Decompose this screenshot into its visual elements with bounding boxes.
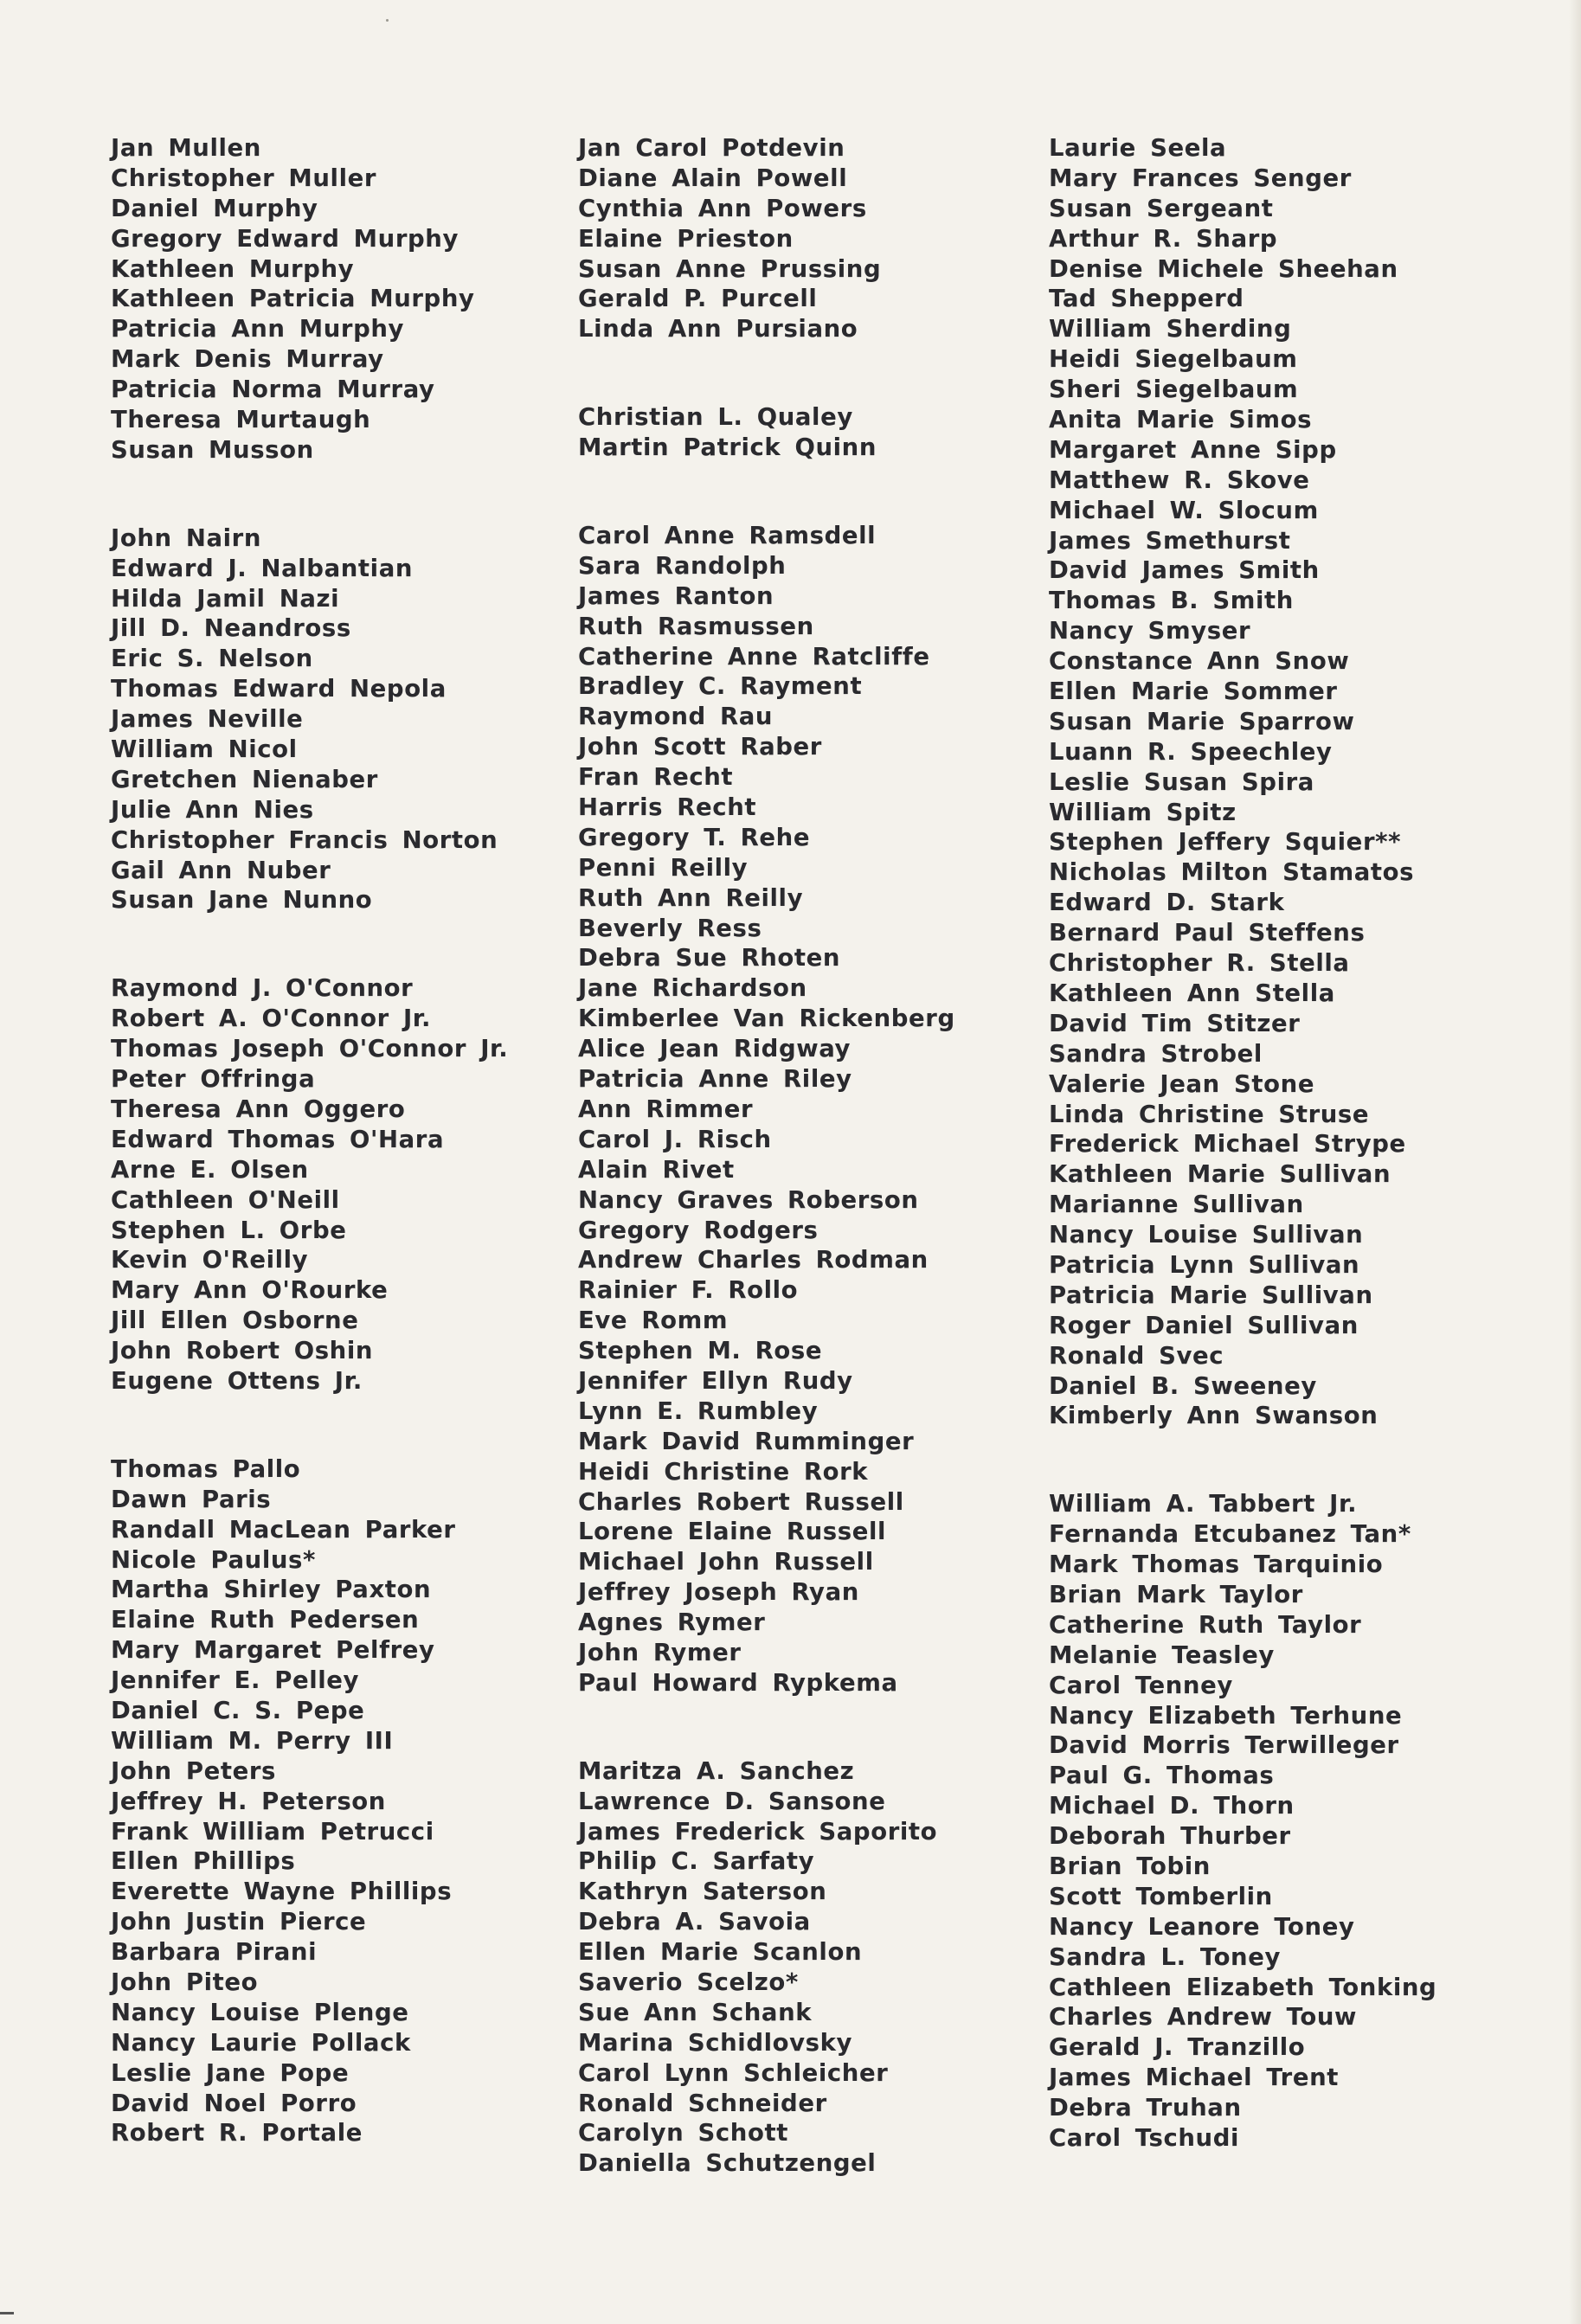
student-name: Melanie Teasley — [1049, 1640, 1275, 1669]
student-name: Brian Tobin — [1049, 1852, 1211, 1880]
student-name: Lynn E. Rumbley — [578, 1396, 819, 1425]
student-name: Kathleen Marie Sullivan — [1049, 1160, 1391, 1189]
student-name: Kimberly Ann Swanson — [1049, 1402, 1379, 1430]
student-name: Raymond J. O'Connor — [111, 974, 414, 1003]
student-name: Nancy Smyser — [1049, 617, 1251, 645]
student-name: Gretchen Nienaber — [111, 765, 378, 793]
name-column-1 — [111, 133, 508, 2206]
student-name: Gregory Edward Murphy — [111, 224, 459, 253]
student-name: Harris Recht — [578, 793, 757, 822]
student-name: Thomas B. Smith — [1049, 587, 1294, 615]
student-name: Jane Richardson — [578, 974, 807, 1003]
student-name: Edward D. Stark — [1049, 889, 1285, 917]
student-name: David Morris Terwilleger — [1049, 1731, 1399, 1760]
student-name: Deborah Thurber — [1049, 1822, 1291, 1851]
student-name: Kevin O'Reilly — [111, 1246, 309, 1274]
student-name: Paul Howard Rypkema — [578, 1668, 898, 1697]
student-name: Debra Sue Rhoten — [578, 944, 841, 973]
student-name: John Peters — [111, 1756, 276, 1785]
student-name: Michael W. Slocum — [1049, 496, 1319, 524]
student-name: James Smethurst — [1049, 526, 1291, 555]
student-name: David Tim Stitzer — [1049, 1009, 1301, 1037]
student-name: Lorene Elaine Russell — [578, 1518, 887, 1546]
student-name: Edward J. Nalbantian — [111, 554, 414, 582]
student-name: James Neville — [111, 705, 304, 734]
student-name: William Sherding — [1049, 315, 1292, 343]
student-name: Ann Rimmer — [578, 1095, 754, 1123]
student-name: Brian Mark Taylor — [1049, 1580, 1303, 1608]
student-name: Debra Truhan — [1049, 2094, 1242, 2122]
student-name: Martha Shirley Paxton — [111, 1576, 432, 1604]
student-name: Ellen Marie Scanlon — [578, 1938, 863, 1967]
student-name: Luann R. Speechley — [1049, 737, 1333, 766]
student-name: Robert A. O'Connor Jr. — [111, 1005, 432, 1033]
student-name: Gerald J. Tranzillo — [1049, 2033, 1306, 2062]
name-group — [111, 1454, 508, 2148]
student-name: Gregory T. Rehe — [578, 823, 811, 851]
student-name: Mark David Rumminger — [578, 1427, 915, 1455]
student-name: Leslie Jane Pope — [111, 2058, 350, 2087]
student-name: John Rymer — [578, 1638, 742, 1666]
student-name: Kathryn Saterson — [578, 1878, 827, 1906]
student-name: Julie Ann Nies — [111, 795, 314, 824]
name-group — [111, 973, 508, 1396]
student-name: Susan Sergeant — [1049, 194, 1274, 222]
student-name: Nancy Leanore Toney — [1049, 1912, 1355, 1941]
student-name: Rainier F. Rollo — [578, 1276, 799, 1305]
student-name: Debra A. Savoia — [578, 1908, 811, 1936]
student-name: Peter Offringa — [111, 1065, 316, 1094]
student-name: Nancy Louise Plenge — [111, 1998, 409, 2026]
student-name: Mary Ann O'Rourke — [111, 1276, 389, 1305]
student-name: Bradley C. Rayment — [578, 672, 863, 701]
student-name: James Frederick Saporito — [578, 1817, 938, 1846]
name-group — [111, 133, 508, 465]
name-group — [578, 402, 955, 463]
student-name: John Robert Oshin — [111, 1337, 374, 1365]
student-name: Susan Anne Prussing — [578, 254, 882, 283]
student-name: Daniel C. S. Pepe — [111, 1696, 365, 1724]
student-name: Eve Romm — [578, 1306, 729, 1335]
student-name: Mary Frances Senger — [1049, 164, 1352, 192]
student-name: Daniella Schutzengel — [578, 2149, 877, 2178]
student-name: Fernanda Etcubanez Tan* — [1049, 1520, 1411, 1549]
student-name: Stephen Jeffery Squier** — [1049, 828, 1402, 857]
student-name: Agnes Rymer — [578, 1608, 766, 1637]
student-name: Carol Anne Ramsdell — [578, 522, 877, 550]
student-name: Nancy Laurie Pollack — [111, 2028, 411, 2057]
student-name: Jan Carol Potdevin — [578, 134, 845, 162]
margin-tick-mark — [0, 2312, 14, 2314]
student-name: Michael D. Thorn — [1049, 1792, 1295, 1820]
student-name: Stephen L. Orbe — [111, 1216, 347, 1244]
student-name: Heidi Siegelbaum — [1049, 345, 1298, 374]
student-name: William M. Perry III — [111, 1726, 394, 1755]
name-group — [578, 521, 955, 1698]
student-name: Thomas Joseph O'Connor Jr. — [111, 1035, 509, 1063]
name-group — [578, 1756, 955, 2179]
student-name: Arne E. Olsen — [111, 1155, 309, 1184]
student-name: Philip C. Sarfaty — [578, 1847, 815, 1876]
student-name: Michael John Russell — [578, 1548, 874, 1576]
student-name: Nancy Elizabeth Terhune — [1049, 1701, 1403, 1730]
student-name: Martin Patrick Quinn — [578, 433, 877, 462]
student-name: Constance Ann Snow — [1049, 647, 1350, 676]
student-name: William Spitz — [1049, 798, 1237, 826]
student-name: Linda Christine Struse — [1049, 1100, 1370, 1128]
student-name: Kathleen Patricia Murphy — [111, 285, 475, 313]
student-name: Robert R. Portale — [111, 2119, 363, 2147]
student-name: Mary Margaret Pelfrey — [111, 1636, 435, 1665]
student-name: Thomas Pallo — [111, 1454, 301, 1483]
student-name: Alice Jean Ridgway — [578, 1035, 852, 1063]
student-name: Catherine Ruth Taylor — [1049, 1610, 1362, 1639]
student-name: Patricia Marie Sullivan — [1049, 1281, 1373, 1309]
student-name: Gail Ann Nuber — [111, 856, 331, 884]
student-name: Jeffrey Joseph Ryan — [578, 1578, 859, 1607]
student-name: Scott Tomberlin — [1049, 1882, 1273, 1910]
student-name: Christian L. Qualey — [578, 403, 853, 432]
student-name: Diane Alain Powell — [578, 164, 848, 192]
student-name: Christopher R. Stella — [1049, 949, 1350, 978]
student-name: Edward Thomas O'Hara — [111, 1125, 445, 1153]
student-name: Sara Randolph — [578, 551, 787, 580]
student-name: Penni Reilly — [578, 853, 749, 882]
student-name: Frank William Petrucci — [111, 1817, 434, 1846]
student-name: Anita Marie Simos — [1049, 406, 1313, 434]
student-name: Eugene Ottens Jr. — [111, 1366, 363, 1395]
student-name: Beverly Ress — [578, 914, 762, 942]
student-name: Marina Schidlovsky — [578, 2028, 853, 2057]
student-name: Everette Wayne Phillips — [111, 1878, 453, 1906]
student-name: Patricia Lynn Sullivan — [1049, 1250, 1360, 1279]
student-name: Susan Marie Sparrow — [1049, 707, 1355, 735]
student-name: Elaine Prieston — [578, 224, 794, 253]
student-name: Ellen Marie Sommer — [1049, 677, 1338, 706]
student-name: Daniel Murphy — [111, 194, 318, 222]
student-name: Mark Denis Murray — [111, 345, 384, 374]
student-name: Lawrence D. Sansone — [578, 1787, 886, 1815]
name-column-3 — [1049, 133, 1436, 2212]
student-name: Valerie Jean Stone — [1049, 1069, 1315, 1098]
student-name: Theresa Murtaugh — [111, 406, 371, 434]
student-name: Jennifer E. Pelley — [111, 1666, 360, 1695]
student-name: John Piteo — [111, 1968, 259, 1996]
student-name: Maritza A. Sanchez — [578, 1756, 855, 1785]
student-name: Nicholas Milton Stamatos — [1049, 858, 1415, 887]
student-name: Carol Lynn Schleicher — [578, 2058, 889, 2087]
student-name: Patricia Anne Riley — [578, 1065, 852, 1094]
student-name: Thomas Edward Nepola — [111, 675, 447, 703]
student-name: Carol Tschudi — [1049, 2124, 1240, 2152]
page-edge-shadow — [1569, 0, 1581, 2324]
student-name: Barbara Pirani — [111, 1938, 318, 1967]
student-name: Fran Recht — [578, 763, 734, 792]
student-name: Linda Ann Pursiano — [578, 315, 858, 343]
student-name: John Scott Raber — [578, 733, 822, 761]
student-name: Raymond Rau — [578, 703, 774, 731]
student-name: Leslie Susan Spira — [1049, 767, 1314, 796]
student-name: Heidi Christine Rork — [578, 1457, 869, 1486]
student-name: Ronald Svec — [1049, 1341, 1224, 1370]
student-name: Gregory Rodgers — [578, 1216, 819, 1244]
student-name: Eric S. Nelson — [111, 645, 313, 673]
student-name: Roger Daniel Sullivan — [1049, 1311, 1359, 1339]
student-name: Susan Jane Nunno — [111, 886, 373, 915]
student-name: Daniel B. Sweeney — [1049, 1371, 1317, 1400]
student-name: David Noel Porro — [111, 2089, 357, 2117]
student-name: Charles Robert Russell — [578, 1487, 904, 1516]
name-group — [1049, 1489, 1436, 2154]
student-name: Jennifer Ellyn Rudy — [578, 1366, 853, 1395]
student-name: David James Smith — [1049, 556, 1320, 585]
student-name: John Nairn — [111, 523, 261, 552]
student-name: Gerald P. Purcell — [578, 285, 818, 313]
student-name: Catherine Anne Ratcliffe — [578, 642, 930, 671]
student-name: Ruth Rasmussen — [578, 612, 814, 640]
student-name: Christopher Muller — [111, 164, 377, 192]
student-name: Bernard Paul Steffens — [1049, 919, 1366, 947]
student-name: Elaine Ruth Pedersen — [111, 1606, 420, 1634]
name-group — [111, 523, 508, 916]
student-name: Tad Shepperd — [1049, 285, 1244, 313]
student-name: Margaret Anne Sipp — [1049, 435, 1337, 464]
student-name: Nicole Paulus* — [111, 1545, 316, 1574]
student-name: Carol J. Risch — [578, 1125, 772, 1153]
paper-speck — [386, 19, 389, 22]
student-name: Ronald Schneider — [578, 2089, 827, 2117]
student-name: Matthew R. Skove — [1049, 465, 1310, 494]
student-name: Patricia Norma Murray — [111, 376, 435, 404]
student-name: Sandra L. Toney — [1049, 1942, 1282, 1971]
student-name: Nancy Graves Roberson — [578, 1185, 919, 1214]
student-name: Alain Rivet — [578, 1155, 735, 1184]
student-name: Charles Andrew Touw — [1049, 2003, 1358, 2032]
student-name: Ellen Phillips — [111, 1847, 296, 1876]
student-name: Dawn Paris — [111, 1485, 272, 1513]
student-name: Hilda Jamil Nazi — [111, 584, 340, 613]
student-name: James Ranton — [578, 581, 774, 610]
student-name: William Nicol — [111, 735, 298, 764]
student-name: Cathleen O'Neill — [111, 1185, 340, 1214]
student-name: Ruth Ann Reilly — [578, 883, 804, 912]
student-name: Patricia Ann Murphy — [111, 315, 405, 343]
student-name: Saverio Scelzo* — [578, 1968, 799, 1996]
student-name: Andrew Charles Rodman — [578, 1246, 929, 1274]
student-name: Jill D. Neandross — [111, 614, 351, 643]
student-name: Jan Mullen — [111, 134, 261, 162]
student-name: Arthur R. Sharp — [1049, 224, 1278, 253]
student-name: Sue Ann Schank — [578, 1998, 813, 2026]
student-name: Kimberlee Van Rickenberg — [578, 1005, 955, 1033]
student-name: Mark Thomas Tarquinio — [1049, 1550, 1384, 1579]
student-name: William A. Tabbert Jr. — [1049, 1490, 1358, 1518]
student-name: Cathleen Elizabeth Tonking — [1049, 1973, 1437, 2001]
student-name: Kathleen Murphy — [111, 254, 355, 283]
student-name: Randall MacLean Parker — [111, 1515, 456, 1544]
student-name: Denise Michele Sheehan — [1049, 254, 1398, 283]
student-name: Sandra Strobel — [1049, 1039, 1263, 1068]
student-name: Kathleen Ann Stella — [1049, 979, 1335, 1007]
student-name: Jeffrey H. Peterson — [111, 1787, 386, 1815]
student-name: Carolyn Schott — [578, 2119, 788, 2147]
student-name: Frederick Michael Strype — [1049, 1130, 1406, 1159]
name-column-2 — [578, 133, 955, 2237]
student-name: John Justin Pierce — [111, 1908, 367, 1936]
student-name: Susan Musson — [111, 435, 314, 464]
student-name: Christopher Francis Norton — [111, 825, 498, 854]
student-name: James Michael Trent — [1049, 2064, 1339, 2092]
student-name: Marianne Sullivan — [1049, 1191, 1304, 1219]
student-name: Paul G. Thomas — [1049, 1762, 1275, 1790]
student-name: Cynthia Ann Powers — [578, 194, 867, 222]
name-group — [1049, 133, 1436, 1431]
student-name: Carol Tenney — [1049, 1671, 1233, 1699]
student-name: Nancy Louise Sullivan — [1049, 1221, 1364, 1249]
student-name: Stephen M. Rose — [578, 1337, 823, 1365]
name-group — [578, 133, 955, 344]
student-name: Jill Ellen Osborne — [111, 1306, 359, 1335]
student-name: Theresa Ann Oggero — [111, 1095, 406, 1123]
student-name: Laurie Seela — [1049, 134, 1227, 162]
student-name: Sheri Siegelbaum — [1049, 376, 1299, 404]
